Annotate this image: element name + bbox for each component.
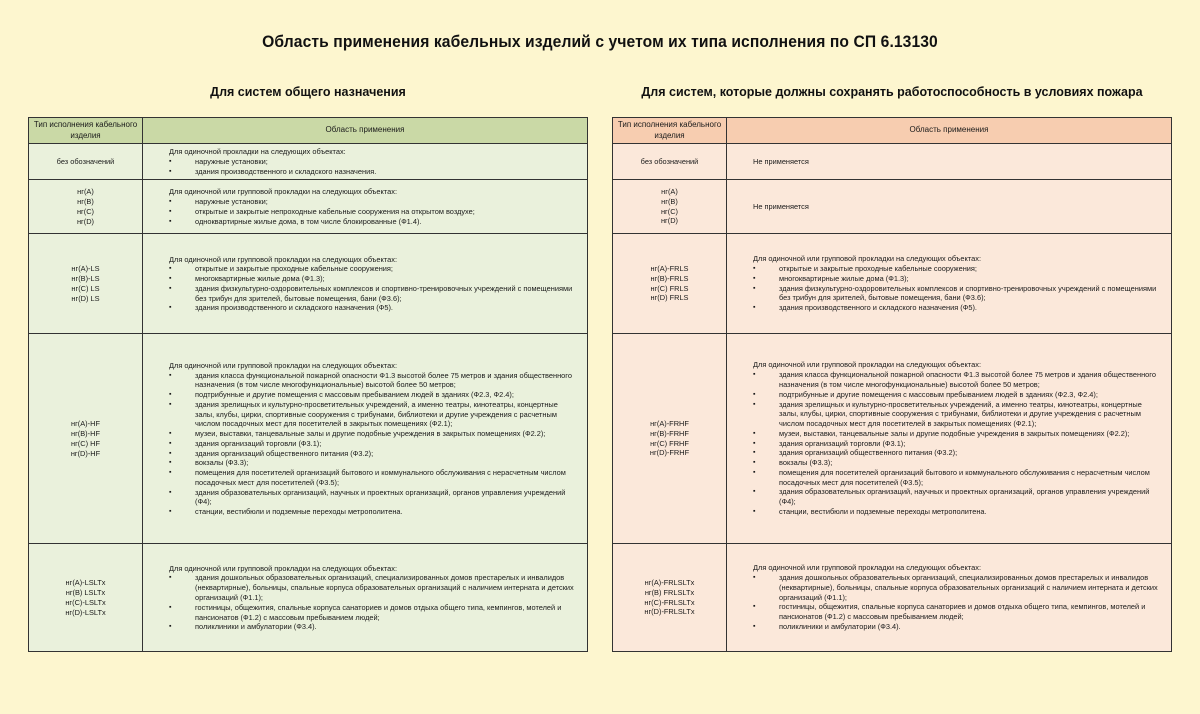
cable-type-line: нг(С) xyxy=(76,206,95,216)
application-intro: Для одиночной или групповой прокладки на следующих объектах: xyxy=(753,360,982,370)
cable-type-line: нг(В)-LS xyxy=(71,274,100,284)
cable-type-line: нг(В) FRLSLTx xyxy=(644,587,695,597)
table-row xyxy=(29,544,588,652)
application-list xyxy=(169,371,577,517)
list-item: ▪ здания класса функциональной пожарной опасности Ф1.3 высотой более 75 метров и здания общественного назначения (в том числе многофункциональные) высотой более 50 метров; xyxy=(753,370,1161,390)
cable-type-line: нг(С)-LSLTx xyxy=(65,597,106,607)
cable-type-line: нг(D)-FRHF xyxy=(649,448,690,458)
cable-type-line: нг(А)-LS xyxy=(71,264,100,274)
list-item: ▪ музеи, выставки, танцевальные залы и другие подобные учреждения в закрытых помещениях (Ф2.2); xyxy=(169,429,577,439)
list-item: ▪ помещения для посетителей организаций бытового и коммунального обслуживания с нерасчетным числом посадочных мест для посетителей (Ф3.5); xyxy=(753,468,1161,488)
cable-type-cell xyxy=(29,334,143,544)
list-item: ▪ станции, вестибюли и подземные переходы метрополитена. xyxy=(753,507,1161,517)
application-intro: Для одиночной или групповой прокладки на следующих объектах: xyxy=(169,360,398,370)
cable-type-line: нг(А)-FRLS xyxy=(650,264,689,274)
application-intro: Для одиночной или групповой прокладки на следующих объектах: xyxy=(169,187,398,197)
application-area-cell xyxy=(143,144,588,180)
list-item: ▪ здания организаций общественного питания (Ф3.2); xyxy=(169,449,577,459)
list-item: ▪ музеи, выставки, танцевальные залы и другие подобные учреждения в закрытых помещениях (Ф2.2); xyxy=(753,429,1161,439)
cable-type-cell xyxy=(29,234,143,334)
cable-type-line: нг(В)-FRLS xyxy=(650,273,689,283)
list-item: ▪ подтрибунные и другие помещения с массовым пребыванием людей в зданиях (Ф2.3, Ф2.4); xyxy=(169,390,577,400)
list-item: ▪ здания зрелищных и культурно-просветительных учреждений, а именно театры, кинотеатры, концертные залы, клубы, цирки, спортивные сооружения с трибунами, библиотеки и другие учреждения с расчетным числом посадочных мест для посетителей в закрытых помещениях (Ф2.1); xyxy=(753,400,1161,429)
cable-type-line: нг(С) FRHF xyxy=(650,438,689,448)
cable-type-line: нг(В) LSLTx xyxy=(65,588,106,598)
application-area-cell xyxy=(143,334,588,544)
column-header-area: Область применения xyxy=(727,118,1172,144)
cable-type-line: нг(В) xyxy=(661,196,678,206)
list-item: ▪ здания физкультурно-оздоровительных комплексов и спортивно-тренировочных учреждений с помещениями без трибун для зрителей, бытовые помещения, бани (Ф3.6); xyxy=(753,284,1161,304)
application-area-cell xyxy=(727,544,1172,652)
table-header-row xyxy=(613,118,1172,144)
table-header-row xyxy=(29,118,588,144)
right-subtitle: Для систем, которые должны сохранять работоспособность в условиях пожара xyxy=(641,85,1143,99)
cable-type-line: нг(С) LS xyxy=(71,283,100,293)
application-list xyxy=(169,157,577,177)
application-intro: Для одиночной или групповой прокладки на следующих объектах: xyxy=(169,563,398,573)
left-subtitle: Для систем общего назначения xyxy=(210,85,406,99)
cable-type-line: нг(D) xyxy=(76,216,95,226)
table-row xyxy=(29,234,588,334)
list-item: ▪ здания зрелищных и культурно-просветительных учреждений, а именно театры, кинотеатры, концертные залы, клубы, цирки, спортивные сооружения с трибунами, библиотеки и другие учреждения с расчетным числом посадочных мест для посетителей в закрытых помещениях (Ф2.1); xyxy=(169,400,577,429)
table-row xyxy=(613,544,1172,652)
cable-type-cell xyxy=(613,180,727,234)
list-item: ▪ здания производственного и складского назначения (Ф5). xyxy=(169,303,577,313)
cable-type-line: нг(А) xyxy=(77,187,94,197)
list-item: ▪ открытые и закрытые непроходные кабельные сооружения на открытом воздухе; xyxy=(169,207,577,217)
cable-type-line: нг(А)-FRLSLTx xyxy=(644,578,695,588)
list-item: ▪ подтрибунные и другие помещения с массовым пребыванием людей в зданиях (Ф2.3, Ф2.4); xyxy=(753,390,1161,400)
cable-type-line: нг(В) xyxy=(77,197,94,207)
list-item: ▪ здания дошкольных образовательных организаций, специализированных домов престарелых и инвалидов (неквартирные), больницы, спальные корпуса образовательных организаций с наличием интерната и детских организаций (Ф1.1); xyxy=(169,573,577,602)
table-row xyxy=(29,334,588,544)
application-list xyxy=(169,573,577,632)
table-row xyxy=(613,144,1172,180)
cable-type-cell xyxy=(613,544,727,652)
list-item: ▪ станции, вестибюли и подземные переходы метрополитена. xyxy=(169,507,577,517)
list-item: ▪ одноквартирные жилые дома, в том числе блокированные (Ф1.4). xyxy=(169,217,577,227)
cable-type-line: нг(В)-HF xyxy=(71,429,100,439)
table-row xyxy=(613,180,1172,234)
application-intro: Для одиночной или групповой прокладки на следующих объектах: xyxy=(753,254,982,264)
table-row xyxy=(29,180,588,234)
table-row xyxy=(613,334,1172,544)
cable-type-line: нг(С)-FRLSLTx xyxy=(644,597,695,607)
cable-type-line: нг(D) xyxy=(660,216,679,226)
application-area-cell xyxy=(727,180,1172,234)
application-list xyxy=(169,264,577,313)
application-intro: Для одиночной или групповой прокладки на следующих объектах: xyxy=(753,563,982,573)
column-header-area: Область применения xyxy=(143,118,588,144)
list-item: ▪ здания класса функциональной пожарной опасности Ф1.3 высотой более 75 метров и здания общественного назначения (в том числе многофункциональные) высотой более 50 метров; xyxy=(169,371,577,391)
list-item: ▪ вокзалы (Ф3.3); xyxy=(169,458,577,468)
application-list xyxy=(753,573,1161,632)
list-item: ▪ многоквартирные жилые дома (Ф1.3); xyxy=(753,274,1161,284)
cable-type-line: нг(D)-HF xyxy=(70,448,101,458)
application-intro: Для одиночной прокладки на следующих объектах: xyxy=(169,147,346,157)
cable-type-line: без обозначений xyxy=(56,156,115,166)
list-item: ▪ вокзалы (Ф3.3); xyxy=(753,458,1161,468)
cable-type-line: нг(D)-FRLSLTx xyxy=(644,607,695,617)
list-item: ▪ открытые и закрытые проходные кабельные сооружения; xyxy=(753,264,1161,274)
list-item: ▪ открытые и закрытые проходные кабельные сооружения; xyxy=(169,264,577,274)
page-title: Область применения кабельных изделий с учетом их типа исполнения по СП 6.13130 xyxy=(262,32,938,51)
cable-type-line: нг(А)-LSLTx xyxy=(65,578,106,588)
cable-type-line: нг(С) xyxy=(660,206,679,216)
cable-type-cell xyxy=(29,544,143,652)
cable-type-cell xyxy=(613,234,727,334)
list-item: ▪ поликлиники и амбулатории (Ф3.4). xyxy=(169,622,577,632)
list-item: ▪ здания дошкольных образовательных организаций, специализированных домов престарелых и инвалидов (неквартирные), больницы, спальные корпуса образовательных организаций с наличием интерната и детских организаций (Ф1.1); xyxy=(753,573,1161,602)
cable-type-cell xyxy=(613,334,727,544)
table-row xyxy=(29,144,588,180)
column-header-type: Тип исполнения кабельного изделия xyxy=(613,118,727,144)
application-intro: Не применяется xyxy=(753,156,809,166)
application-area-cell xyxy=(727,144,1172,180)
list-item: ▪ здания организаций общественного питания (Ф3.2); xyxy=(753,448,1161,458)
application-intro: Для одиночной или групповой прокладки на следующих объектах: xyxy=(169,254,398,264)
application-area-cell xyxy=(143,180,588,234)
list-item: ▪ здания образовательных организаций, научных и проектных организаций, органов управления учреждений (Ф4); xyxy=(169,488,577,508)
general-purpose-table xyxy=(28,117,588,652)
cable-type-line: нг(С) FRLS xyxy=(650,283,689,293)
cable-type-line: без обозначений xyxy=(640,156,699,166)
application-area-cell xyxy=(727,234,1172,334)
list-item: ▪ наружные установки; xyxy=(169,197,577,207)
application-intro: Не применяется xyxy=(753,201,809,211)
cable-type-line: нг(С) HF xyxy=(71,438,100,448)
list-item: ▪ здания производственного и складского назначения (Ф5). xyxy=(753,303,1161,313)
fire-resistant-table xyxy=(612,117,1172,652)
cable-type-line: нг(D) FRLS xyxy=(650,293,689,303)
application-list xyxy=(169,197,577,226)
application-list xyxy=(753,370,1161,516)
list-item: ▪ здания образовательных организаций, научных и проектных организаций, органов управления учреждений (Ф4); xyxy=(753,487,1161,507)
list-item: ▪ гостиницы, общежития, спальные корпуса санаториев и домов отдыха общего типа, кемпингов, мотелей и пансионатов (Ф1.2) с массовым пребыванием людей; xyxy=(753,602,1161,622)
cable-type-line: нг(В)-FRHF xyxy=(650,428,689,438)
cable-type-line: нг(А)-HF xyxy=(71,419,100,429)
column-header-type: Тип исполнения кабельного изделия xyxy=(29,118,143,144)
application-area-cell xyxy=(727,334,1172,544)
list-item: ▪ гостиницы, общежития, спальные корпуса санаториев и домов отдыха общего типа, кемпингов, мотелей и пансионатов (Ф1.2) с массовым пребыванием людей; xyxy=(169,603,577,623)
list-item: ▪ наружные установки; xyxy=(169,157,577,167)
application-list xyxy=(753,264,1161,313)
list-item: ▪ здания физкультурно-оздоровительных комплексов и спортивно-тренировочных учреждений с помещениями без трибун для зрителей, бытовые помещения, бани (Ф3.6); xyxy=(169,284,577,304)
cable-type-cell xyxy=(613,144,727,180)
cable-type-line: нг(D) LS xyxy=(71,293,100,303)
cable-type-line: нг(D)-LSLTx xyxy=(65,607,106,617)
list-item: ▪ поликлиники и амбулатории (Ф3.4). xyxy=(753,622,1161,632)
cable-type-line: нг(А)-FRHF xyxy=(650,419,689,429)
list-item: ▪ многоквартирные жилые дома (Ф1.3); xyxy=(169,274,577,284)
cable-type-cell xyxy=(29,144,143,180)
cable-type-cell xyxy=(29,180,143,234)
application-area-cell xyxy=(143,234,588,334)
list-item: ▪ здания производственного и складского назначения. xyxy=(169,167,577,177)
cable-type-line: нг(А) xyxy=(661,187,678,197)
application-area-cell xyxy=(143,544,588,652)
list-item: ▪ помещения для посетителей организаций бытового и коммунального обслуживания с нерасчетным числом посадочных мест для посетителей (Ф3.5); xyxy=(169,468,577,488)
list-item: ▪ здания организаций торговли (Ф3.1); xyxy=(169,439,577,449)
table-row xyxy=(613,234,1172,334)
list-item: ▪ здания организаций торговли (Ф3.1); xyxy=(753,439,1161,449)
